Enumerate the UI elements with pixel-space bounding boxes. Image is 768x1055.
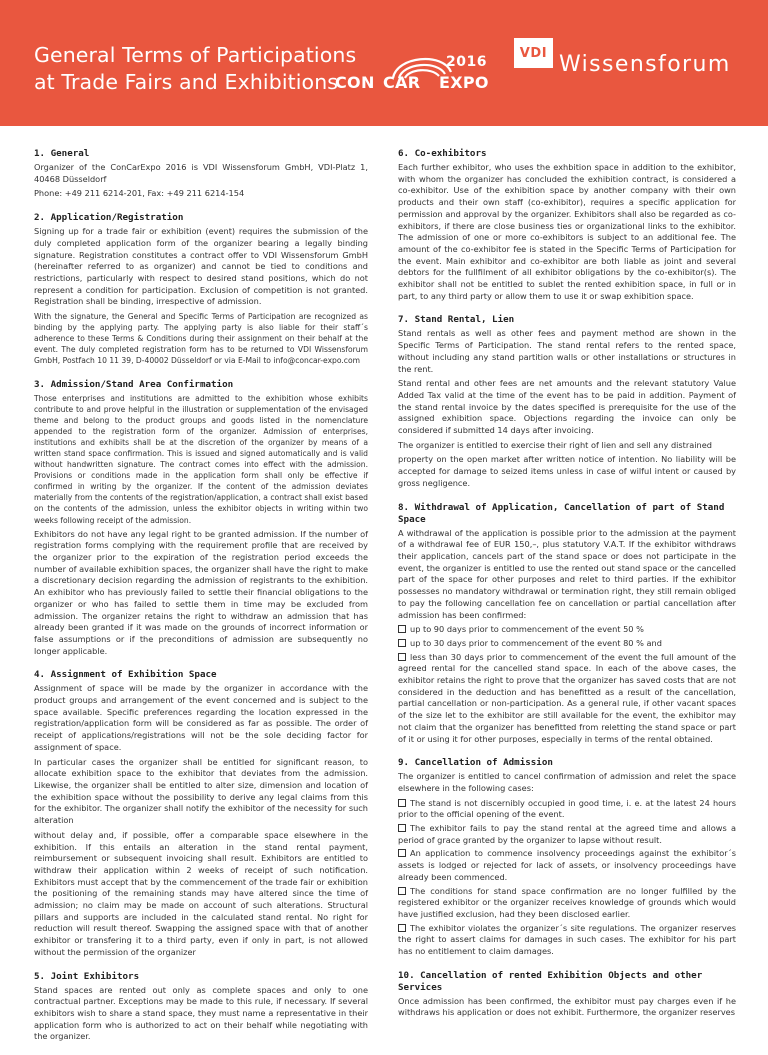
- section-assignment: [34, 669, 368, 958]
- checkbox-icon: [398, 849, 406, 857]
- paragraph: Those enterprises and institutions are admitted to the exhibition whose exhibits contribute to and prove helpful in the illustration or supplementation of the envisaged theme and belong to the product groups and goods listed in the nomenclature appended to the registration form of the organizer. Admission of enterprises, institutions and exhibits shall be at the discretion of the organizer by means of a written stand space confirmation. This is issued and signed automatically and is valid without handwritten signature. The contract comes into effect with the admission. Provisions or conditions made in the application form shall only be effective if confirmed in writing by the organizer. If the content of the admission deviates materially from the contents of the registration/application, a contract shall exist based on the contents of the admission, unless the exhibitor objects in writing within two weeks following receipt of the admission.: [34, 393, 368, 525]
- paragraph: Organizer of the ConCarExpo 2016 is VDI Wissensforum GmbH, VDI-Platz 1, 40468 Düsseldorf: [34, 162, 368, 184]
- section-title: 2. Application/Registration: [34, 212, 184, 224]
- header-banner: [0, 0, 768, 126]
- logo-expo: EXPO: [439, 73, 489, 92]
- paragraph: The organizer is entitled to cancel confirmation of admission and relet the space elsewhere in the following cases:: [398, 771, 736, 793]
- list-item: [398, 624, 736, 636]
- logo-con: CON: [335, 73, 375, 92]
- paragraph: Assignment of space will be made by the organizer in accordance with the product groups and arrangement of the event concerned and is subject to the space available. Specific preferences regarding the location expressed in the registration/application form will be considered as far as possible. The order of receipt of applications/registrations will not be the sole deciding factor for assignment of space.: [34, 683, 368, 752]
- list-item-text: less than 30 days prior to commencement of the event the full amount of the agreed rental for the cancelled stand space. In each of the above cases, the exhibitor retains the right to prove that the organizer has saved costs that are not considered in the deduction and has benefitted as a result of the cancellation, partial cancellation or non-participation. As a general rule, if other vacant spaces of the size let to the exhibitor are still available for the event, the exhibitor may not claim that the organizer has benefitted from reletting the stand space or part of it or using it for other purposes, especially in terms of the rental obtained.: [398, 651, 736, 744]
- list-item: [398, 848, 736, 883]
- concarexpo-logo: [335, 48, 500, 94]
- paragraph: Exhibitors do not have any legal right to be granted admission. If the number of registration forms complying with the requirement profile that are received by the organizer prior to the expiration of the registration period exceeds the number of available exhibition spaces, the organizer shall have the right to make a discretionary decision regarding the admission of registrants to the exhibition. An exhibitor who has previously failed to settle their financial obligations to the organizer or who has failed to settle them in time may be excluded from admission. The organizer retains the right to withdraw an admission that has already been granted if it was made on the grounds of incorrect information or false assumptions or if the preconditions of admission are subsequently no longer applicable.: [34, 528, 368, 656]
- paragraph: Each further exhibitor, who uses the exhbition space in addition to the exhibitor, with whom the organizer has concluded the exhibition contract, is considered a co-exhibitor. Use of the exhibition space by another company with their own products and their own staff (co-exhibitor), requires a specific application for permission and approval by the organizer. Exhibitors shall also be regarded as co-exhibitors, if there are close business ties or organizational links to the exhibitor. The admission of one or more co-exhibitors is subject to an additional fee. The amount of the co-exhibitor fee is stated in the Specific Terms of Participation for the event. Main exhibitor and co-exhibitor are both liable as joint and several debtors for the fullfilment of all exhibitor obligations by the co-exhibitor(s). The exhibitor shall not be entitled to sublet the rented exhibition space, in full or in part, to any third party or allow them to use it or swap exhibition space.: [398, 162, 736, 301]
- section-title: 1. General: [34, 148, 90, 159]
- section-application: [34, 212, 368, 366]
- paragraph: The organizer is entitled to exercise their right of lien and sell any distrained: [398, 439, 712, 450]
- left-column: [34, 148, 368, 1055]
- section-stand-rental: [398, 314, 736, 489]
- page-title: [34, 42, 356, 96]
- paragraph: Stand rental and other fees are net amounts and the relevant statutory Value Added Tax valid at the time of the event has to be paid in addition. Payment of the stand rental invoice by the dates specified is prerequisite for the use of the assigned exhibition space. Objections regarding the invoice can only be considered if submitted 14 days after invoicing.: [398, 378, 736, 436]
- list-item-text: The exhibitor fails to pay the stand rental at the agreed time and allows a period of grace granted by the organizer to lapse without result.: [398, 823, 736, 845]
- paragraph: With the signature, the General and Specific Terms of Participation are recognized as binding by the applying party. The applying party is also liable for their staff´s adherence to these Terms & Conditions during their assignment on their behalf at the event. The duly completed registration form has to be returned to VDI Wissensforum GmbH, Postfach 10 11 39, D-40002 Düsseldorf or via E-Mail to info@concar-expo.com: [34, 312, 368, 366]
- list-item-text: An application to commence insolvency proceedings against the exhibitor´s assets is lodged or rejected for lack of assets, or insolvency proceedings have already been commenced.: [398, 848, 736, 882]
- section-general: [34, 148, 368, 200]
- checkbox-icon: [398, 653, 406, 661]
- list-item: [398, 798, 736, 821]
- list-item: [398, 638, 736, 650]
- paragraph: Stand rentals as well as other fees and payment method are shown in the Specific Terms of Participation. The stand rental refers to the rented space, without including any stand partition walls or other installations or structures in the rent.: [398, 328, 736, 374]
- brand-name: Wissensforum: [559, 52, 731, 77]
- section-title: 3. Admission/Stand Area Confirmation: [34, 378, 234, 390]
- list-item: [398, 923, 736, 958]
- section-title: 4. Assignment of Exhibition Space: [34, 669, 217, 681]
- title-line-1: General Terms of Participations: [34, 43, 357, 67]
- paragraph: Stand spaces are rented out only as complete spaces and only to one contractual partner. Exceptions may be made to this rule, if necessary. If several exhibitors wish to share a stand space, they must name a representative in their application form who is authorized to act on their behalf while negotiating with the organizer.: [34, 984, 368, 1042]
- section-title: 6. Co-exhibitors: [398, 148, 487, 159]
- list-item-text: up to 90 days prior to commencement of the event 50 %: [410, 624, 644, 635]
- section-cancellation-admission: [398, 757, 736, 958]
- paragraph: A withdrawal of the application is possible prior to the admission at the payment of a withdrawal fee of EUR 150,–, plus statutory V.A.T. If the exhibitor withdraws their application, cancels part of the stand space or does not participate in the event, the organizer is entitled to use the rented out stand space or the cancelled part of the space for other purposes and relet to third parties. If the exhibitor possesses no mandatory withdrawal or termination right, they still remain obliged to pay the following cancellation fee on cancellation or partial cancellation after admission has been confirmed:: [398, 527, 736, 620]
- paragraph: property on the open market after written notice of intention. No liability will be accepted for damage to seized items unless in case of wilful intent or caused by gross negligence.: [398, 454, 736, 488]
- list-item-text: up to 30 days prior to commencement of the event 80 % and: [410, 637, 662, 648]
- checkbox-icon: [398, 625, 406, 633]
- section-withdrawal: [398, 502, 736, 746]
- section-joint-exhibitors: [34, 971, 368, 1044]
- list-item: [398, 823, 736, 846]
- paragraph: without delay and, if possible, offer a comparable space elsewhere in the exhibition. If this entails an alteration in the stand rental payment, reimbursement or subsequent invoicing shall result. Exhibitors are entitled to withdraw their application within 2 weeks of receipt of such notification. Exhibitors must accept that by the commencement of the trade fair or exhibition the positioning of the remaining stands may have altered since the time of admission; no claim may be made on account of such alterations. Structural pillars and supports are included in the calculated stand rental. No right for reduction will result thereof. Swapping the assigned space with that of another exhibitor or transfering it to a third party, even if only in part, is not allowed without the permission of the organizer: [34, 829, 368, 957]
- section-title: 7. Stand Rental, Lien: [398, 314, 515, 326]
- paragraph: In particular cases the organizer shall be entitled for significant reason, to allocate exhibition space to the exhibitor that deviates from the admission. Likewise, the organizer shall be entitled to alter size, dimension and location of the exhibition space without the possibility to derive any legal claims from this for the exhibitor. The organizer shall notify the exhibitor of the necessity for such alteration: [34, 756, 368, 826]
- checkbox-icon: [398, 924, 406, 932]
- checkbox-icon: [398, 887, 406, 895]
- vdi-logo-text: VDI: [519, 45, 548, 61]
- section-title: 9. Cancellation of Admission: [398, 757, 553, 769]
- paragraph: Signing up for a trade fair or exhibition (event) requires the submission of the duly completed application form of the organizer bearing a legally binding signature. Registration constitutes a contract offer to VDI Wissensforum GmbH (hereinafter referred to as organizer) and cannot be tied to conditions and restrictions, particularly with respect to desired stand positions, which do not represent a condition for participation. Exclusion of competition is not granted. Registration shall be binding, irrespective of admission.: [34, 226, 368, 307]
- logo-year: 2016: [446, 54, 487, 70]
- section-co-exhibitors: [398, 148, 736, 302]
- list-item-text: The stand is not discernibly occupied in good time, i. e. at the latest 24 hours prior to the official opening of the event.: [398, 797, 736, 820]
- list-item-text: The exhibitor violates the organizer´s site regulations. The organizer reserves the right to assert claims for damages in such cases. The exhibitor for his part has no entitlement to claim damages.: [398, 922, 736, 957]
- vdi-logo: [514, 38, 553, 68]
- section-cancellation-objects: [398, 970, 736, 1019]
- section-title: 5. Joint Exhibitors: [34, 970, 140, 982]
- list-item: [398, 886, 736, 921]
- section-title: 10. Cancellation of rented Exhibition Objects and other Services: [398, 969, 703, 993]
- checkbox-icon: [398, 639, 406, 647]
- title-line-2: at Trade Fairs and Exhibitions: [34, 70, 339, 94]
- logo-car: CAR: [383, 73, 421, 92]
- paragraph: Phone: +49 211 6214-201, Fax: +49 211 6214-154: [34, 188, 245, 199]
- right-column: [398, 148, 736, 1031]
- section-admission: [34, 379, 368, 658]
- checkbox-icon: [398, 799, 406, 807]
- section-title: 8. Withdrawal of Application, Cancellation of part of Stand Space: [398, 501, 725, 525]
- paragraph: Once admission has been confirmed, the exhibitor must pay charges even if he withdraws his application or does not exhibit. Furthermore, the organizer reserves: [398, 995, 736, 1018]
- list-item-text: The conditions for stand space confirmation are no longer fulfilled by the registered exhibitor or the organizer receives knowledge of grounds which would have justified exclusion, had they been disclosed earlier.: [398, 885, 736, 919]
- checkbox-icon: [398, 824, 406, 832]
- list-item: [398, 652, 736, 746]
